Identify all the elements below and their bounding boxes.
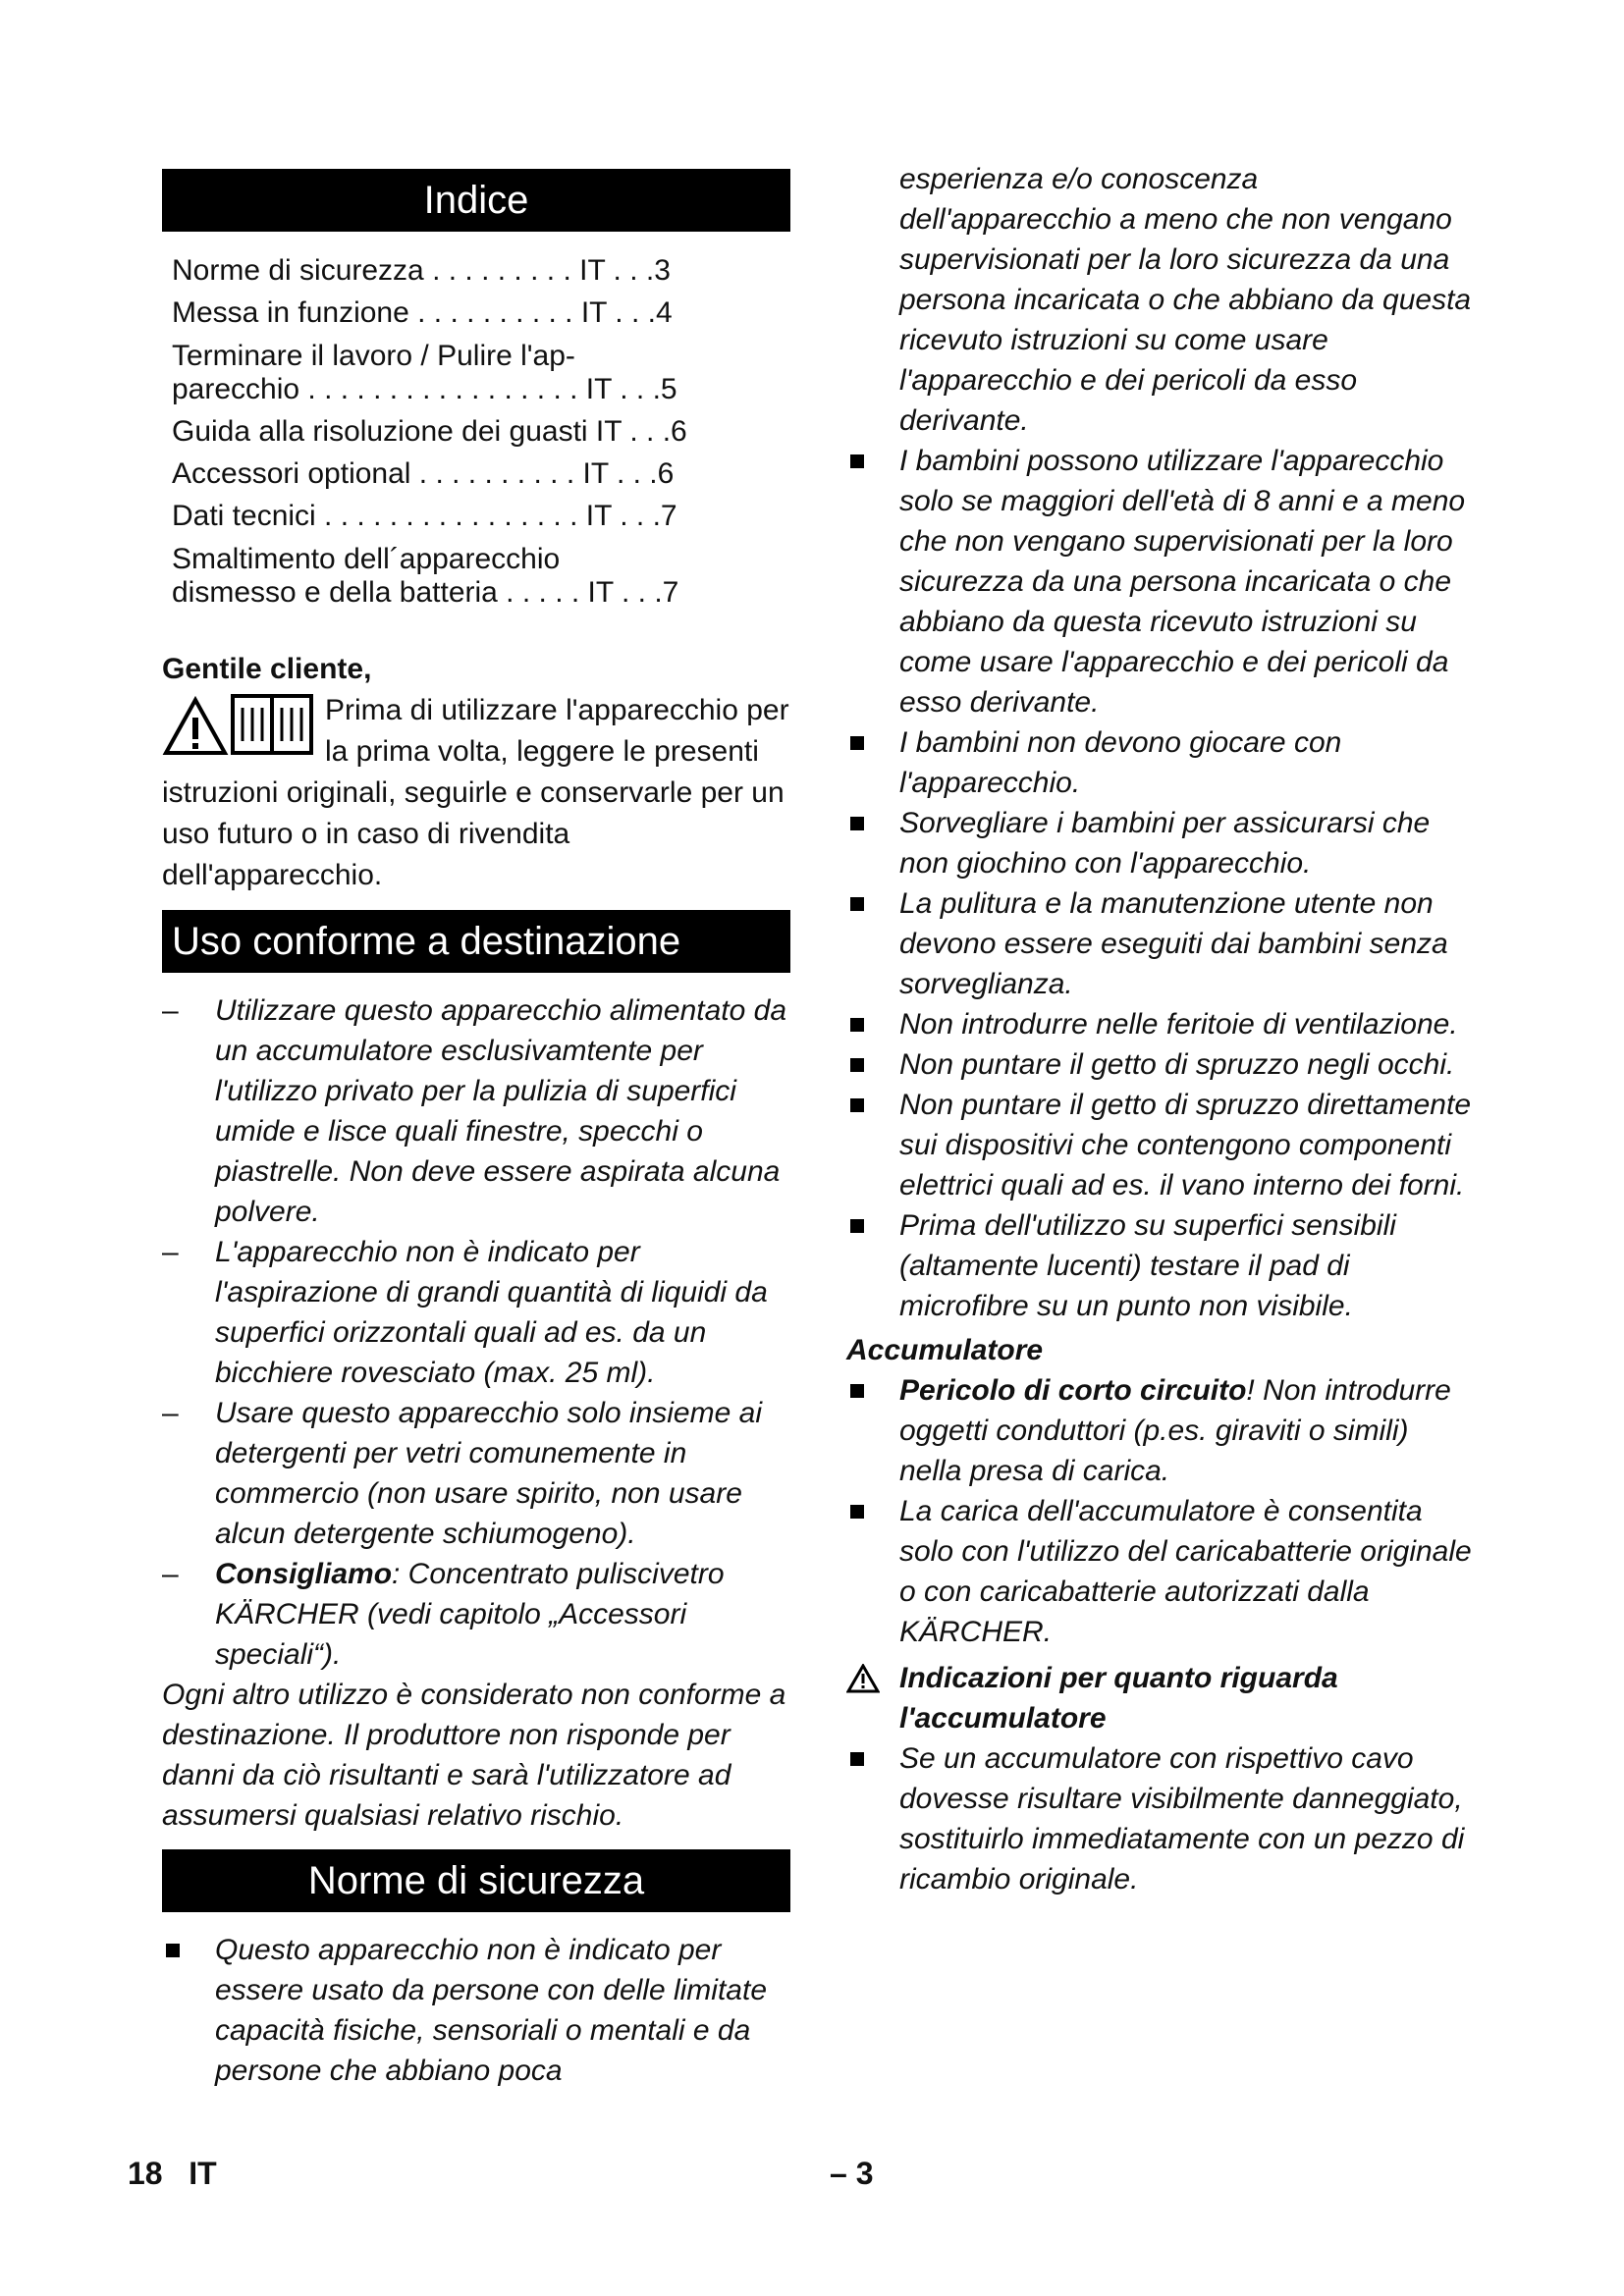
list-item: [846, 883, 1475, 1004]
toc-row[interactable]: [172, 340, 790, 406]
bullet-icon: [850, 1752, 864, 1766]
list-item: [846, 1004, 1475, 1044]
toc-heading: Indice: [162, 169, 790, 232]
list-item-text: Non introdurre nelle feritoie di ventilazione.: [899, 1008, 1458, 1041]
list-item-text: Questo apparecchio non è indicato per essere usato da persone con delle limitate capacità fisiche, sensoriali o mentali e da persone che abbiano poca: [215, 1934, 768, 2087]
dash-icon: –: [162, 994, 179, 1027]
bullet-icon: [850, 736, 864, 750]
list-item-text: Se un accumulatore con rispettivo cavo dovesse risultare visibilmente danneggiato, sostituirlo immediatamente con un pezzo di ricambio originale.: [899, 1742, 1465, 1896]
toc-row-text: Messa in funzione . . . . . . . . . . IT . . .4: [172, 296, 673, 329]
right-column: [846, 159, 1475, 1899]
toc-row[interactable]: [172, 292, 790, 334]
list-item-text: La carica dell'accumulatore è consentita solo con l'utilizzo del caricabatterie originale o con caricabatterie autorizzati dalla KÄRCHER.: [899, 1495, 1472, 1648]
recommend-text: : Concentrato puliscivetro KÄRCHER (vedi capitolo „Accessori speciali“).: [215, 1558, 725, 1671]
list-item-text: Prima dell'utilizzo su superfici sensibili (altamente lucenti) testare il pad di microfibre su un punto non visibile.: [899, 1209, 1396, 1322]
toc-row[interactable]: [172, 410, 790, 453]
bullet-icon: [850, 1058, 864, 1072]
list-item-text: esperienza e/o conoscenza dell'apparecchio a meno che non vengano supervisionati per la loro sicurezza da una persona incaricata o che abbiano da questa ricevuto istruzioni su come usare l'apparecchio e dei pericoli da esso derivante.: [899, 163, 1472, 437]
bullet-icon: [850, 454, 864, 468]
dash-icon: –: [162, 1558, 179, 1590]
recommend-label: Consigliamo: [215, 1558, 393, 1590]
bullet-icon: [850, 1384, 864, 1398]
language-code: IT: [189, 2156, 217, 2191]
list-item: [846, 1044, 1475, 1085]
list-item: [846, 1085, 1475, 1205]
warning-manual-icon: [162, 690, 319, 759]
list-item: [846, 722, 1475, 803]
greeting-text: Prima di utilizzare l'apparecchio per la prima volta, leggere le presenti istruzioni originali, seguirle e conservarle per un uso futuro o in caso di rivendita dell'apparecchio.: [162, 694, 789, 891]
footer-center: – 3: [830, 2156, 874, 2191]
list-item-text: Non puntare il getto di spruzzo negli occhi.: [899, 1048, 1455, 1081]
list-item-text: ! Non introdurre oggetti conduttori (p.es. giraviti o simili) nella presa di carica.: [899, 1374, 1451, 1487]
list-item-continuation: [846, 159, 1475, 441]
use-heading: Uso conforme a destinazione: [162, 910, 790, 973]
toc-row[interactable]: [172, 453, 790, 495]
greeting-intro: [162, 690, 790, 896]
list-item: [162, 1554, 790, 1675]
list-item-text: I bambini non devono giocare con l'apparecchio.: [899, 726, 1342, 799]
list-item-text: L'apparecchio non è indicato per l'aspirazione di grandi quantità di liquidi da superfici orizzontali quali ad es. da un bicchiere rovesciato (max. 25 ml).: [215, 1236, 768, 1389]
toc-row-text: Norme di sicurezza . . . . . . . . . IT . . .3: [172, 254, 671, 287]
list-item-text: Usare questo apparecchio solo insieme ai detergenti per vetri comunemente in commercio (non usare spirito, non usare alcun detergente schiumogeno).: [215, 1397, 762, 1550]
toc-row[interactable]: [172, 249, 790, 292]
greeting-title: Gentile cliente,: [162, 653, 372, 685]
bullet-icon: [850, 817, 864, 830]
list-item-text: I bambini possono utilizzare l'apparecchio solo se maggiori dell'età di 8 anni e a meno che non vengano supervisionati per la loro sicurezza da una persona incaricata o che abbiano da questa ricevuto istruzioni su come usare l'apparecchio e dei pericoli da esso derivante.: [899, 445, 1466, 719]
toc-row[interactable]: [172, 495, 790, 537]
dash-icon: –: [162, 1236, 179, 1268]
list-item: [846, 1205, 1475, 1326]
battery-title: Accumulatore: [846, 1334, 1044, 1366]
toc-row-text: Terminare il lavoro / Pulire l'ap-: [172, 340, 575, 372]
bullet-icon: [850, 1219, 864, 1233]
bullet-icon: [166, 1944, 180, 1957]
bullet-icon: [850, 1505, 864, 1519]
list-item: [162, 1393, 790, 1554]
list-item: [846, 441, 1475, 722]
toc-row-text: Smaltimento dell´apparecchio: [172, 543, 561, 575]
toc-row-text: Guida alla risoluzione dei guasti IT . . .6: [172, 415, 687, 448]
short-circuit-warning: Pericolo di corto circuito: [899, 1374, 1247, 1407]
toc-row-text: parecchio . . . . . . . . . . . . . . . . . IT . . .5: [172, 373, 677, 405]
toc-row-text: dismesso e della batteria . . . . . IT . . .7: [172, 576, 679, 609]
list-item: [162, 990, 790, 1232]
battery-notes-text: Indicazioni per quanto riguarda l'accumulatore: [899, 1662, 1338, 1735]
safety-heading: Norme di sicurezza: [162, 1849, 790, 1912]
list-item: [846, 1491, 1475, 1652]
bullet-icon: [850, 1018, 864, 1032]
list-item: [162, 1232, 790, 1393]
toc-row-text: Accessori optional . . . . . . . . . . IT . . .6: [172, 457, 675, 490]
dash-icon: –: [162, 1397, 179, 1429]
use-closing: Ogni altro utilizzo è considerato non conforme a destinazione. Il produttore non risponde per danni da ciò risultanti e sarà l'utilizzatore ad assumersi qualsiasi relativo rischio.: [162, 1679, 786, 1832]
table-of-contents: [172, 249, 790, 610]
list-item-text: Non puntare il getto di spruzzo direttamente sui dispositivi che contengono componenti elettrici quali ad es. il vano interno dei forni.: [899, 1089, 1471, 1201]
warning-icon: [846, 1664, 880, 1693]
list-item-text: Utilizzare questo apparecchio alimentato da un accumulatore esclusivamtente per l'utilizzo privato per la pulizia di superfici umide e lisce quali finestre, specchi o piastrelle. Non deve essere aspirata alcuna polvere.: [215, 994, 786, 1228]
list-item: [846, 803, 1475, 883]
list-item: [162, 1930, 790, 2091]
list-item-text: La pulitura e la manutenzione utente non devono essere eseguiti dai bambini senza sorveglianza.: [899, 887, 1448, 1000]
toc-row[interactable]: [172, 543, 790, 610]
page-number: 18 IT: [128, 2156, 217, 2191]
list-item: [846, 1370, 1475, 1491]
toc-row-text: Dati tecnici . . . . . . . . . . . . . . . . IT . . .7: [172, 500, 677, 532]
list-item: [846, 1738, 1475, 1899]
bullet-icon: [850, 1098, 864, 1112]
list-item-text: Sorvegliare i bambini per assicurarsi che non giochino con l'apparecchio.: [899, 807, 1431, 880]
battery-notes-title: [846, 1658, 1475, 1738]
left-column: [162, 169, 790, 2091]
bullet-icon: [850, 897, 864, 911]
